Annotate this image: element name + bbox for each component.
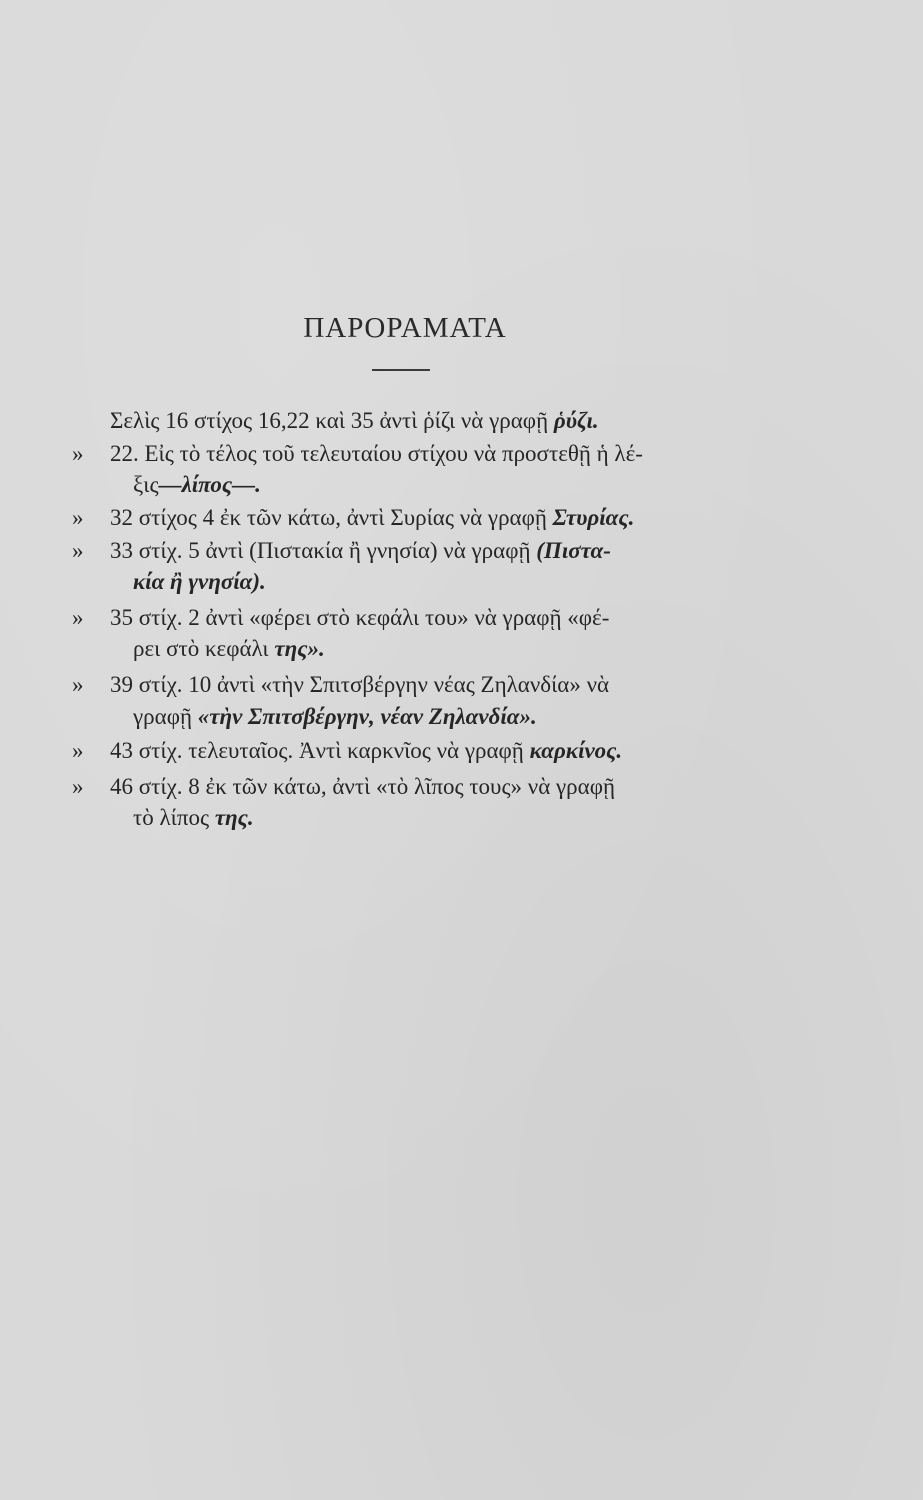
entry-correction: Στυρίας. [552, 505, 635, 530]
ditto-mark: » [72, 774, 84, 799]
entry-text: ξις [133, 472, 159, 497]
entry-correction: της». [274, 636, 325, 661]
entry-text: 22. Εἰς τὸ τέλος τοῦ τελευταίου στίχου νὰ προστεθῇ ἡ λέ- [110, 441, 643, 466]
ditto-mark: » [72, 672, 84, 697]
entry-text: γραφῇ [133, 704, 198, 729]
errata-entry-6-cont [133, 701, 537, 732]
errata-entry-8 [72, 771, 615, 802]
errata-entry-5 [72, 602, 609, 633]
entry-text: 33 στίχ. 5 ἀντὶ (Πιστακία ἢ γνησία) νὰ γραφῇ [110, 538, 537, 563]
errata-entry-7 [72, 735, 622, 766]
errata-entry-8-cont [133, 802, 254, 833]
errata-entry-5-cont [133, 633, 325, 664]
entry-correction: «τὴν Σπιτσβέργην, νέαν Ζηλανδία». [197, 704, 537, 729]
entry-correction: κία ἢ γνησία). [133, 569, 266, 594]
errata-entry-4 [72, 535, 611, 566]
entry-text: Σελὶς 16 στίχος 16,22 καὶ 35 ἀντὶ ῥίζι νὰ γραφῇ [110, 408, 554, 433]
entry-correction: ῥύζι. [553, 408, 599, 433]
errata-entry-4-cont [133, 566, 266, 597]
entry-correction: της. [214, 805, 254, 830]
errata-entry-2 [72, 438, 643, 469]
errata-entry-1 [110, 405, 599, 436]
ditto-mark: » [72, 538, 84, 563]
entry-correction: καρκίνος. [529, 738, 623, 763]
errata-entry-6 [72, 669, 609, 700]
ditto-mark: » [72, 738, 84, 763]
title-rule [372, 369, 430, 371]
entry-correction: (Πιστα- [536, 538, 611, 563]
entry-text: 46 στίχ. 8 ἐκ τῶν κάτω, ἀντὶ «τὸ λῖπος τους» νὰ γραφῇ [110, 774, 616, 799]
page-title: ΠΑΡΟΡΑΜΑΤΑ [303, 312, 507, 344]
errata-entry-3 [72, 502, 634, 533]
entry-text: 32 στίχος 4 ἐκ τῶν κάτω, ἀντὶ Συρίας νὰ γραφῇ [110, 505, 553, 530]
entry-text: 39 στίχ. 10 ἀντὶ «τὴν Σπιτσβέργην νέας Ζηλανδία» νὰ [110, 672, 610, 697]
entry-text: 35 στίχ. 2 ἀντὶ «φέρει στὸ κεφάλι του» νὰ γραφῇ «φέ- [110, 605, 610, 630]
entry-text: ρει στὸ κεφάλι [133, 636, 275, 661]
ditto-mark: » [72, 505, 84, 530]
ditto-mark: » [72, 441, 84, 466]
entry-correction: —λίπος—. [158, 472, 261, 497]
ditto-mark: » [72, 605, 84, 630]
entry-text: 43 στίχ. τελευταῖος. Ἀντὶ καρκνῖος νὰ γραφῇ [110, 738, 530, 763]
errata-entry-2-cont [133, 469, 261, 500]
entry-text: τὸ λίπος [133, 805, 215, 830]
